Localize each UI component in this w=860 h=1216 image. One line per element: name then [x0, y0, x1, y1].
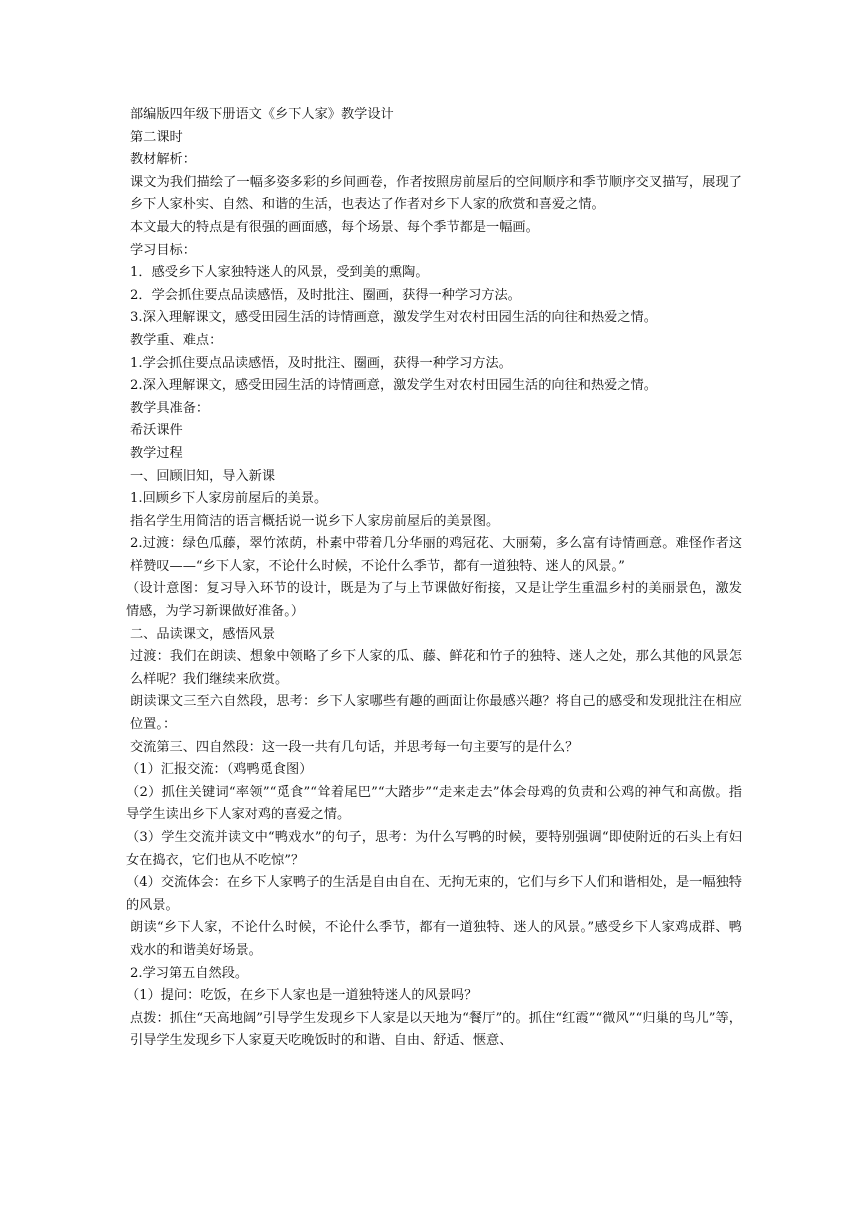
paragraph: 指名学生用简洁的语言概括说一说乡下人家房前屋后的美景图。 [130, 513, 500, 529]
paragraph: 朗读“乡下人家，不论什么时候，不论什么季节，都有一道独特、迷人的风景。”感受乡下人家鸡成群、鸭戏水的和谐美好场景。 [130, 920, 742, 958]
paragraph: 朗读课文三至六自然段，思考：乡下人家哪些有趣的画面让你最感兴趣？将自己的感受和发现批注在相应位置。： [130, 694, 742, 733]
paragraph: 点拨：抓住“天高地阔”引导学生发现乡下人家是以天地为“餐厅”的。抓住“红霞”“微风”“归巢的鸟儿”等，引导学生发现乡下人家夏天吃晚饭时的和谐、自由、舒适、惬意、 [130, 1010, 742, 1049]
section-heading: 教学具准备： [130, 400, 210, 416]
document-title: 部编版四年级下册语文《乡下人家》教学设计 [130, 107, 394, 122]
list-item: （1）提问：吃饭，在乡下人家也是一道独特迷人的风景吗？ [126, 988, 478, 1004]
design-note: （设计意图：复习导入环节的设计，既是为了与上节课做好衔接，又是让学生重温乡村的美丽景色，激发情感，为学习新课做好准备。） [126, 581, 742, 620]
list-item: 2．学会抓住要点品读感悟，及时批注、圈画，获得一种学习方法。 [130, 287, 521, 303]
paragraph: 过渡：我们在朗读、想象中领略了乡下人家的瓜、藤、鲜花和竹子的独特、迷人之处，那么其他的风景怎么样呢？我们继续来欣赏。 [130, 649, 742, 687]
list-item: 3.深入理解课文，感受田园生活的诗情画意，激发学生对农村田园生活的向往和热爱之情。 [130, 310, 657, 326]
list-item: 1．感受乡下人家独特迷人的风景，受到美的熏陶。 [130, 265, 429, 281]
lesson-period: 第二课时 [130, 129, 183, 145]
list-item: 2.过渡：绿色瓜藤，翠竹浓荫，朴素中带着几分华丽的鸡冠花、大丽菊，多么富有诗情画意。难怪作者这样赞叹——“乡下人家，不论什么时候，不论什么季节，都有一道独特、迷人的风景。” [130, 536, 742, 574]
section-heading: 教学过程 [130, 445, 183, 461]
paragraph: 课文为我们描绘了一幅多姿多彩的乡间画卷，作者按照房前屋后的空间顺序和季节顺序交叉描写，展现了乡下人家朴实、自然、和谐的生活，也表达了作者对乡下人家的欣赏和喜爱之情。 [130, 174, 742, 213]
list-item: 2.深入理解课文，感受田园生活的诗情画意，激发学生对农村田园生活的向往和热爱之情。 [130, 378, 657, 394]
list-item: 1.回顾乡下人家房前屋后的美景。 [130, 491, 328, 507]
subsection-heading: 二、品读课文，感悟风景 [130, 626, 276, 642]
list-item: （2）抓住关键词“率领”“觅食”“耸着尾巴”“大踏步”“走来走去”体会母鸡的负责和公鸡的神气和高傲。指导学生读出乡下人家对鸡的喜爱之情。 [126, 784, 742, 823]
paragraph: 本文最大的特点是有很强的画面感，每个场景、每个季节都是一幅画。 [130, 219, 539, 235]
list-item: 2.学习第五自然段。 [130, 965, 249, 981]
section-heading: 教学重、难点： [130, 332, 223, 348]
paragraph: 交流第三、四自然段：这一段一共有几句话，并思考每一句主要写的是什么？ [130, 739, 579, 755]
section-heading: 学习目标： [130, 242, 196, 258]
subsection-heading: 一、回顾旧知，导入新课 [130, 468, 276, 484]
list-item: （3）学生交流并读文中“鸭戏水”的句子，思考：为什么写鸭的时候，要特别强调“即使附近的石头上有妇女在捣衣，它们也从不吃惊”？ [126, 830, 742, 868]
list-item: 1.学会抓住要点品读感悟，及时批注、圈画，获得一种学习方法。 [130, 355, 512, 371]
paragraph: 希沃课件 [130, 423, 183, 439]
list-item: （4）交流体会：在乡下人家鸭子的生活是自由自在、无拘无束的，它们与乡下人们和谐相处，是一幅独特的风景。 [126, 875, 742, 913]
document-body [126, 104, 742, 1053]
list-item: （1）汇报交流：（鸡鸭觅食图） [126, 762, 313, 778]
section-heading: 教材解析： [130, 152, 196, 168]
